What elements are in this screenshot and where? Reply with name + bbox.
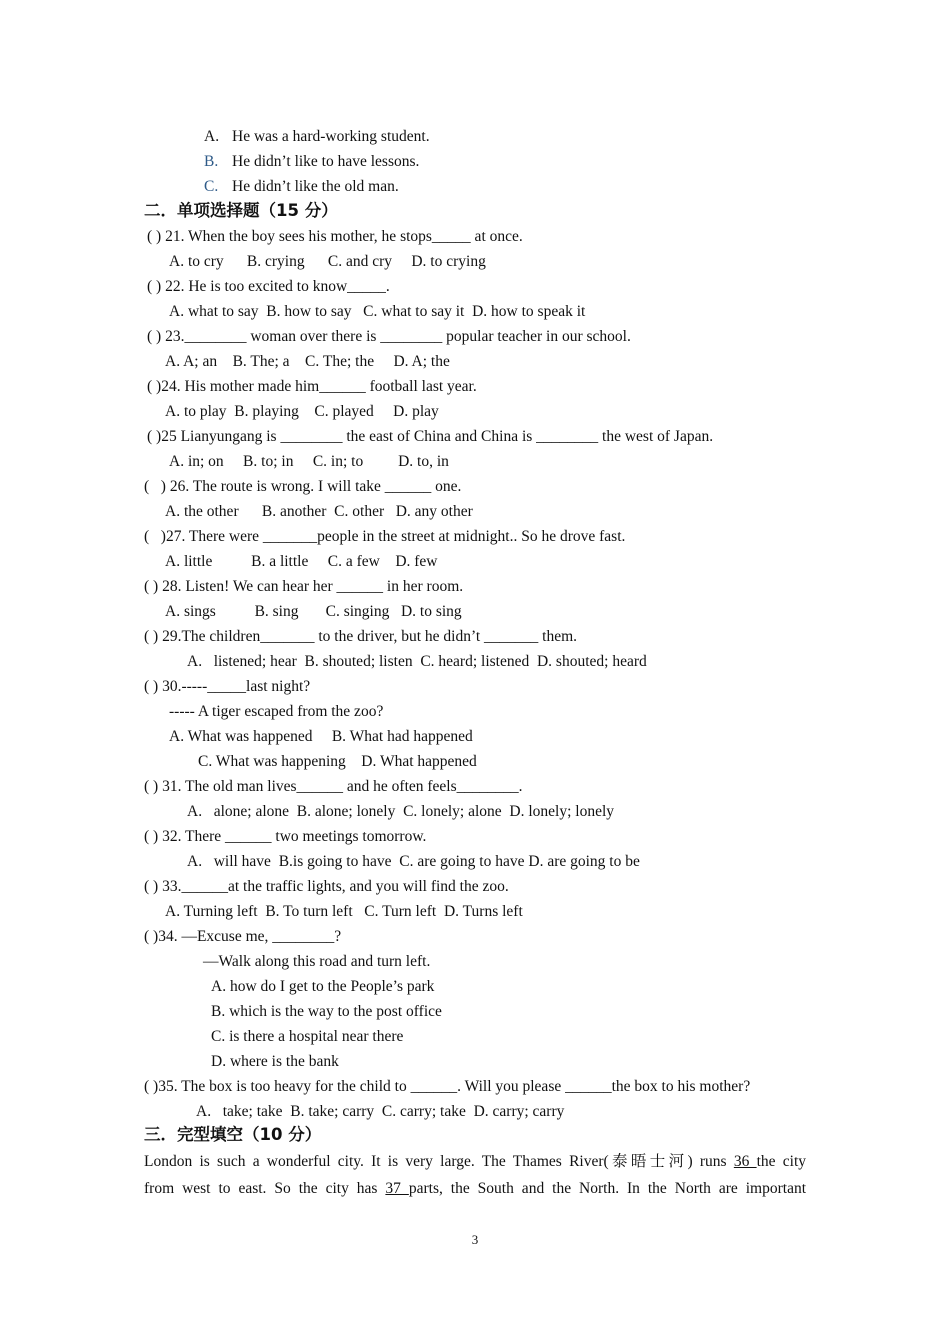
question-26-options: A. the other B. another C. other D. any other xyxy=(165,503,473,520)
question-24: ( )24. His mother made him______ football last year. xyxy=(147,378,477,395)
question-33: ( ) 33.______at the traffic lights, and you will find the zoo. xyxy=(144,878,509,895)
question-22: ( ) 22. He is too excited to know_____. xyxy=(147,278,390,295)
question-34-option-c: C. is there a hospital near there xyxy=(211,1028,404,1045)
section3-heading: 三．完型填空（10 分） xyxy=(144,1125,322,1144)
question-30-dialogue: ----- A tiger escaped from the zoo? xyxy=(169,703,384,720)
question-33-options: A. Turning left B. To turn left C. Turn left D. Turns left xyxy=(165,903,523,920)
passage-text: from west to east. So the city has xyxy=(144,1180,378,1197)
question-32-options: A. will have B.is going to have C. are going to have D. are going to be xyxy=(187,853,640,870)
passage-text: parts, the South and the North. In the North are important xyxy=(408,1180,807,1197)
prev-option-c xyxy=(204,177,399,197)
question-29-options: A. listened; hear B. shouted; listen C. heard; listened D. shouted; heard xyxy=(187,653,647,670)
question-26: ( ) 26. The route is wrong. I will take ______ one. xyxy=(144,478,462,495)
prev-option-a xyxy=(204,127,430,147)
question-30-options-ab: A. What was happened B. What had happened xyxy=(169,728,473,745)
question-35-options: A. take; take B. take; carry C. carry; take D. carry; carry xyxy=(196,1103,565,1120)
question-34-option-b: B. which is the way to the post office xyxy=(211,1003,442,1020)
question-34-option-d: D. where is the bank xyxy=(211,1053,339,1070)
question-25-options: A. in; on B. to; in C. in; to D. to, in xyxy=(169,453,449,470)
passage-line-2 xyxy=(144,1175,806,1202)
question-29: ( ) 29.The children_______ to the driver, but he didn’t _______ them. xyxy=(144,628,578,645)
question-21-options: A. to cry B. crying C. and cry D. to crying xyxy=(169,253,486,270)
question-27-options: A. little B. a little C. a few D. few xyxy=(165,553,438,570)
question-31-options: A. alone; alone B. alone; lonely C. lonely; alone D. lonely; lonely xyxy=(187,803,615,820)
question-30: ( ) 30.-----_____last night? xyxy=(144,678,311,695)
question-30-options-cd: C. What was happening D. What happened xyxy=(198,753,477,770)
question-24-options: A. to play B. playing C. played D. play xyxy=(165,403,439,420)
question-34-dialogue: —Walk along this road and turn left. xyxy=(203,953,431,970)
question-27: ( )27. There were _______people in the street at midnight.. So he drove fast. xyxy=(144,528,626,545)
question-35: ( )35. The box is too heavy for the child to ______. Will you please ______the box to his mother? xyxy=(144,1078,751,1095)
question-25: ( )25 Lianyungang is ________ the east of China and China is ________ the west of Japan. xyxy=(147,428,714,445)
passage-line-1 xyxy=(144,1148,806,1175)
option-letter: A. xyxy=(204,128,220,145)
question-22-options: A. what to say B. how to say C. what to say it D. how to speak it xyxy=(169,303,586,320)
option-letter: B. xyxy=(204,153,219,170)
option-text: He didn’t like to have lessons. xyxy=(232,153,420,170)
question-23-options: A. A; an B. The; a C. The; the D. A; the xyxy=(165,353,450,370)
blank-37: 37 xyxy=(385,1180,409,1197)
question-21: ( ) 21. When the boy sees his mother, he stops_____ at once. xyxy=(147,228,523,245)
blank-36: 36 xyxy=(733,1153,757,1170)
passage-text: London is such a wonderful city. It is very large. The Thames River(泰晤士河) runs xyxy=(144,1153,727,1170)
section2-heading: 二．单项选择题（15 分） xyxy=(144,201,338,220)
option-text: He didn’t like the old man. xyxy=(232,178,399,195)
question-32: ( ) 32. There ______ two meetings tomorrow. xyxy=(144,828,427,845)
question-34: ( )34. —Excuse me, ________? xyxy=(144,928,342,945)
question-23: ( ) 23.________ woman over there is ________ popular teacher in our school. xyxy=(147,328,631,345)
option-letter: C. xyxy=(204,178,219,195)
page-number: 3 xyxy=(471,1232,479,1247)
passage-text: the city xyxy=(756,1153,807,1170)
question-28: ( ) 28. Listen! We can hear her ______ in her room. xyxy=(144,578,464,595)
prev-option-b xyxy=(204,152,419,172)
option-text: He was a hard-working student. xyxy=(232,128,430,145)
question-34-option-a: A. how do I get to the People’s park xyxy=(211,978,435,995)
question-28-options: A. sings B. sing C. singing D. to sing xyxy=(165,603,462,620)
question-31: ( ) 31. The old man lives______ and he often feels________. xyxy=(144,778,523,795)
